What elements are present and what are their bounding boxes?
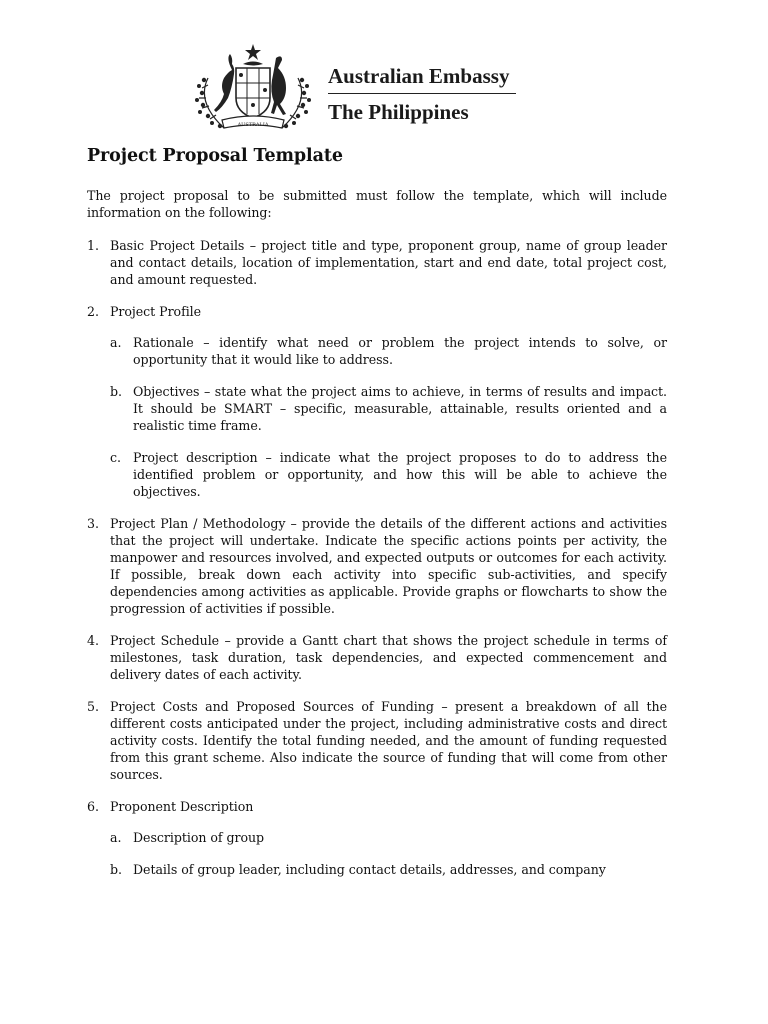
header-divider	[328, 93, 516, 94]
list-item-number: 3.	[87, 516, 99, 531]
list-item-text: Project Profile	[110, 304, 202, 319]
page-title: Project Proposal Template	[87, 146, 343, 166]
embassy-country: The Philippines	[328, 100, 469, 124]
sub-list-item-text: Details of group leader, including contact details, addresses, and company	[133, 862, 606, 877]
sub-list-item	[110, 861, 667, 878]
sub-list	[110, 334, 667, 500]
intro-paragraph: The project proposal to be submitted must follow the template, which will include information on the following:	[87, 188, 667, 220]
list-item	[87, 698, 667, 783]
sub-list-item-letter: c.	[110, 450, 121, 465]
sub-list-item-letter: b.	[110, 862, 122, 877]
list-item	[87, 515, 667, 617]
embassy-name: Australian Embassy	[328, 64, 510, 88]
sub-list-item-text: Objectives – state what the project aims to achieve, in terms of results and impact. It should be SMART – specific, measurable, attainable, results oriented and a realistic time frame.	[133, 384, 667, 433]
embassy-title-block	[328, 64, 516, 124]
letterhead	[190, 42, 530, 132]
sub-list-item	[110, 383, 667, 434]
list-item-text: Basic Project Details – project title and type, proponent group, name of group leader and contact details, location of implementation, start and end date, total project cost, and amount requested.	[110, 238, 667, 287]
list-item	[87, 237, 667, 288]
list-item-number: 6.	[87, 799, 99, 814]
sub-list-item	[110, 334, 667, 368]
sub-list-item-text: Description of group	[133, 830, 265, 845]
list-item-text: Project Costs and Proposed Sources of Funding – present a breakdown of all the different costs anticipated under the project, including administrative costs and direct activity costs. Identify the total funding needed, and the amount of funding requested from this grant scheme. Also indicate the source of funding that will come from other sources.	[110, 699, 667, 782]
list-item-text: Proponent Description	[110, 799, 254, 814]
document-body	[87, 140, 667, 893]
sub-list-item-letter: a.	[110, 335, 122, 350]
list-item	[87, 303, 667, 500]
list-item-number: 1.	[87, 238, 99, 253]
list-item-number: 4.	[87, 633, 99, 648]
list-item-text: Project Schedule – provide a Gantt chart that shows the project schedule in terms of milestones, task duration, task dependencies, and expected commencement and delivery dates of each activity.	[110, 633, 667, 682]
sub-list-item	[110, 449, 667, 500]
coat-of-arms-logo	[190, 42, 316, 132]
list-item	[87, 632, 667, 683]
list-item-text: Project Plan / Methodology – provide the details of the different actions and activities that the project will undertake. Indicate the specific actions points per activity, the manpower and resources involved, and expected outputs or outcomes for each activity. If possible, break down each activity into specific sub-activities, and specify dependencies among activities as applicable. Provide graphs or flowcharts to show the progression of activities if possible.	[110, 516, 667, 616]
sub-list	[110, 829, 667, 878]
sub-list-item-letter: b.	[110, 384, 122, 399]
list-item-number: 2.	[87, 304, 99, 319]
sub-list-item-text: Project description – indicate what the project proposes to do to address the identified problem or opportunity, and how this will be able to achieve the objectives.	[133, 450, 667, 499]
sub-list-item	[110, 829, 667, 846]
requirements-list	[87, 237, 667, 878]
sub-list-item-letter: a.	[110, 830, 122, 845]
sub-list-item-text: Rationale – identify what need or problem the project intends to solve, or opportunity that it would like to address.	[133, 335, 667, 367]
svg-text:AUSTRALIA: AUSTRALIA	[237, 122, 269, 128]
list-item-number: 5.	[87, 699, 99, 714]
list-item	[87, 798, 667, 878]
